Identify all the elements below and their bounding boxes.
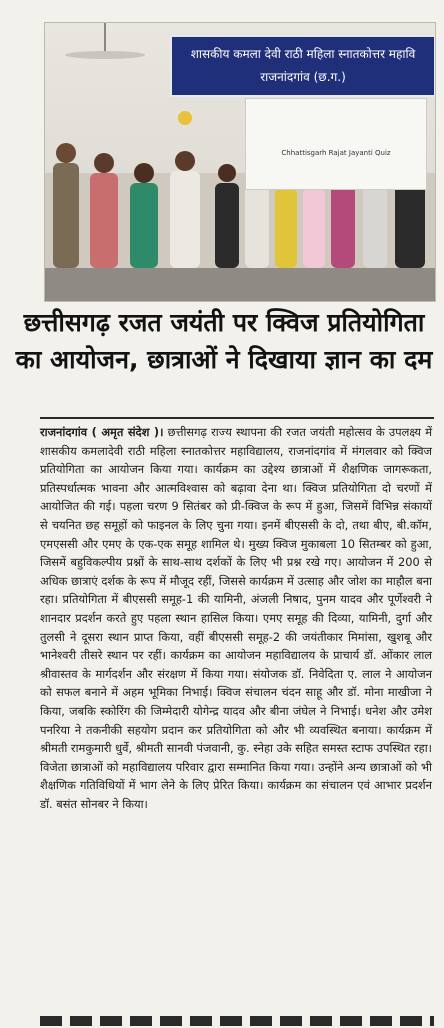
headline-divider	[40, 417, 434, 419]
screen-text: Chhattisgarh Rajat Jayanti Quiz	[281, 149, 391, 157]
news-photo	[44, 22, 436, 302]
article-dateline: राजनांदगांव ( अमृत संदेश )।	[40, 425, 164, 439]
next-headline-cutoff	[40, 1016, 434, 1028]
article-headline: छत्तीसगढ़ रजत जयंती पर क्विज प्रतियोगिता का आयोजन, छात्राओं ने दिखाया ज्ञान का दम	[15, 308, 433, 374]
projection-screen	[245, 98, 427, 190]
article-body	[40, 423, 432, 813]
banner-college-name: शासकीय कमला देवी राठी महिला स्नातकोत्तर महावि	[190, 47, 416, 61]
banner-city: राजनांदगांव (छ.ग.)	[260, 70, 346, 84]
article-text: छत्तीसगढ़ राज्य स्थापना की रजत जयंती महोत्सव के उपलक्ष्य में शासकीय कमलादेवी राठी महिला स्नातकोत्तर महाविद्यालय, राजनांदगांव में मंगलवार को क्विज प्रतियोगिता का आयोजन किया गया। कार्यक्रम का उद्देश्य छात्राओं में शैक्षणिक जागरूकता, प्रतिस्पर्धात्मक भावना और आत्मविश्वास को बढ़ावा देना था। क्विज प्रतियोगिता दो चरणों में आयोजित की गई। पहला चरण 9 सितंबर को प्री-क्विज के रूप में हुआ, जिसमें विभिन्न संकायों से चयनित छह समूहों को फाइनल के लिए चुना गया। इनमें बीएससी के दो, तथा बीए, बी.कॉम, एमएससी और एमए के एक-एक समूह शामिल थे। मुख्य क्विज मुकाबला 10 सितम्बर को हुआ, जिसमें बहुविकल्पीय प्रश्नों के साथ-साथ दर्शकों के लिए भी प्रश्न रखे गए। आयोजन में 200 से अधिक छात्राएं दर्शक के रूप में मौजूद रहीं, जिससे कार्यक्रम में उत्साह और जोश का माहौल बना रहा। प्रतियोगिता में बीएससी समूह-1 की यामिनी, अंजली निषाद, पुनम यादव और पूर्णेश्वरी ने शानदार प्रदर्शन करते हुए पहला स्थान हासिल किया। एमए समूह की दिव्या, यामिनी, दुर्गा और तुलसी ने दूसरा स्थान प्राप्त किया, वहीं बीएससी समूह-2 की जयंतीकार मिमांसा, खुशबू और भानेश्वरी तीसरे स्थान पर रहीं। कार्यक्रम का आयोजन महाविद्यालय के प्राचार्य डॉ. ओंकार लाल श्रीवास्तव के मार्गदर्शन और संरक्षण में किया गया। संयोजक डॉ. निवेदिता ए. लाल ने आयोजन को सफल बनाने में अहम भूमिका निभाई। क्विज संचालन चंदन साहू और डॉ. मोना माखीजा ने किया, जबकि स्कोरिंग की जिम्मेदारी योगेन्द्र यादव और बीना जंघेल ने निभाई। धनेश और उमेश पनरिया ने तकनीकी सहयोग प्रदान कर प्रतियोगिता को और भी व्यवस्थित बनाया। कार्यक्रम में श्रीमती रामकुमारी धुर्वे, श्रीमती सानवी पंजवानी, कु. स्नेहा उके सहित समस्त स्टाफ उपस्थित रहा। विजेता छात्राओं को महाविद्यालय परिवार द्वारा सम्मानित किया गया। उन्होंने अन्य छात्राओं को भी शैक्षणिक गतिविधियों में भाग लेने के लिए प्रेरित किया। कार्यक्रम का संचालन एवं आभार प्रदर्शन डॉ. बसंत सोनबर ने किया।	[40, 425, 433, 811]
college-banner	[170, 35, 436, 97]
